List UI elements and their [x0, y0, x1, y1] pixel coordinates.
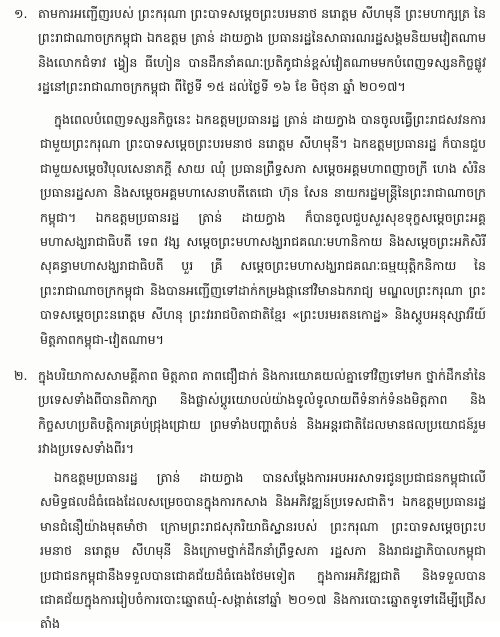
paragraph-text: ឯកឧត្តមប្រធានរដ្ឋ ត្រាន់ ដាយក្វាង បានសម្តែងការអបអរសាទរជូនប្រជាជនកម្ពុជាលើសមិទ្ធផលដ៏ធំធេងដែលសម្រេចបានក្នុងការកសាង និងអភិវឌ្ឍន៍ប្រទេសជាតិ។ ឯកឧត្តមប្រធានរដ្ឋ មានជំនឿយ៉ាងមុតមាំថា ក្រោមព្រះរាជសុភរិយាធិស្ឋានរបស់ ព្រះករុណា ព្រះបាទសម្តេចព្រះបរមនាថ នរោត្តម សីហមុនី និងក្រោមថ្នាក់ដឹកនាំព្រឹទ្ធសភា រដ្ឋសភា និងរាជរដ្ឋាភិបាលកម្ពុជា ប្រជាជនកម្ពុជានឹងទទួលបានជោគជ័យដ៏ធំធេងថែមទៀត ក្នុងការអភិវឌ្ឍជាតិ និងទទួលបានជោគជ័យក្នុងការរៀបចំការបោះឆ្នោតឃុំ-សង្កាត់នៅឆ្នាំ ២០១៧ និងការបោះឆ្នោតទូទៅដើម្បីជ្រើសតាំង	[40, 470, 486, 632]
paragraph-text: ក្នុងបរិយាកាសសាមគ្គីភាព មិត្តភាព ភាពជឿជាក់ និងការយោគយល់គ្នាទៅវិញទៅមក ថ្នាក់ដឹកនាំនៃប្រទេសទាំងពីបានពិភាក្សា និងផ្លាស់ប្តូរយោបល់យ៉ាងទូលំទូលាយពីទំនាក់ទំនងមិត្តភាព និងកិច្ចសហប្រតិបត្តិការគ្រប់ជ្រុងជ្រោយ ព្រមទាំងបញ្ហាតំបន់ និងអន្តរជាតិដែលមានផលប្រយោជន៍រួមរវាងប្រទេសទាំងពីរ។	[38, 368, 486, 457]
paragraph-1	[14, 2, 486, 100]
paragraph-1-continuation	[14, 108, 486, 352]
paragraph-text: ក្នុងពេលបំពេញទស្សនកិច្ចនេះ ឯកឧត្តមប្រធានរដ្ឋ ត្រាន់ ដាយក្វាង បានចូលធ្វើព្រះរាជសវនការជាមួយព្រះករុណា ព្រះបាទសម្តេចព្រះបរមនាថ នរោត្តម សីហមុនី។ ឯកឧត្តមប្រធានរដ្ឋ ក៏បានជួបជាមួយសម្តេចវិបុលសេនាភក្តី សាយ ឈុំ ប្រធានព្រឹទ្ធសភា សម្តេចអគ្គមហាពញាចក្រី ហេង សំរិន ប្រធានរដ្ឋសភា និងសម្តេចអគ្គមហាសេនាបតីតេជោ ហ៊ុន សែន នាយករដ្ឋមន្ត្រីនៃព្រះរាជាណាចក្រកម្ពុជា។ ឯកឧត្តមប្រធានរដ្ឋ ត្រាន់ ដាយក្វាង ក៏បានចូលជួបសួរសុខទុក្ខសម្តេចព្រះអគ្គមហាសង្ឃរាជាធិបតី ទេព វង្ស សម្តេចព្រះមហាសង្ឃរាជគណៈមហានិកាយ និងសម្តេចព្រះអភិសិរីសុគន្ធាមហាសង្ឃរាជាធិបតី បួរ គ្រី សម្តេចព្រះមហាសង្ឃរាជគណៈធម្មយុត្តិកនិកាយ នៃព្រះរាជាណាចក្រកម្ពុជា និងបានអញ្ជើញទៅដាក់កម្រងផ្កានៅវិមានឯករាជ្យ មណ្ឌលព្រះករុណា ព្រះបាទសម្តេចព្រះនរោត្តម សីហនុ ព្រះវររាជបិតាជាតិខ្មែរ «ព្រះបរមរតនកោដ្ឋ» និងស្តូបអនុស្សាវរីយ៍មិត្តភាពកម្ពុជា-វៀតណាម។	[40, 112, 486, 347]
paragraph-2-continuation	[14, 466, 486, 637]
paragraph-text: តាមការអញ្ជើញរបស់ ព្រះករុណា ព្រះបាទសម្តេចព្រះបរមនាថ នរោត្តម សីហមុនី ព្រះមហាក្សត្រ នៃព្រះរាជាណាចក្រកម្ពុជា ឯកឧត្តម ត្រាន់ ដាយក្វាង ប្រធានរដ្ឋនៃសាធារណរដ្ឋសង្គមនិយមវៀតណាម និងលោកជំទាវ ង្វៀន ធីហៀន បានដឹកនាំគណៈប្រតិភូជាន់ខ្ពស់វៀតណាមមកបំពេញទស្សនកិច្ចផ្លូវរដ្ឋនៅព្រះរាជាណាចក្រកម្ពុជា ពីថ្ងៃទី ១៥ ដល់ថ្ងៃទី ១៦ ខែ មិថុនា ឆ្នាំ ២០១៧។	[38, 6, 486, 95]
paragraph-number: ១.	[14, 6, 28, 21]
paragraph-number: ២.	[14, 368, 28, 383]
paragraph-2	[14, 364, 486, 462]
